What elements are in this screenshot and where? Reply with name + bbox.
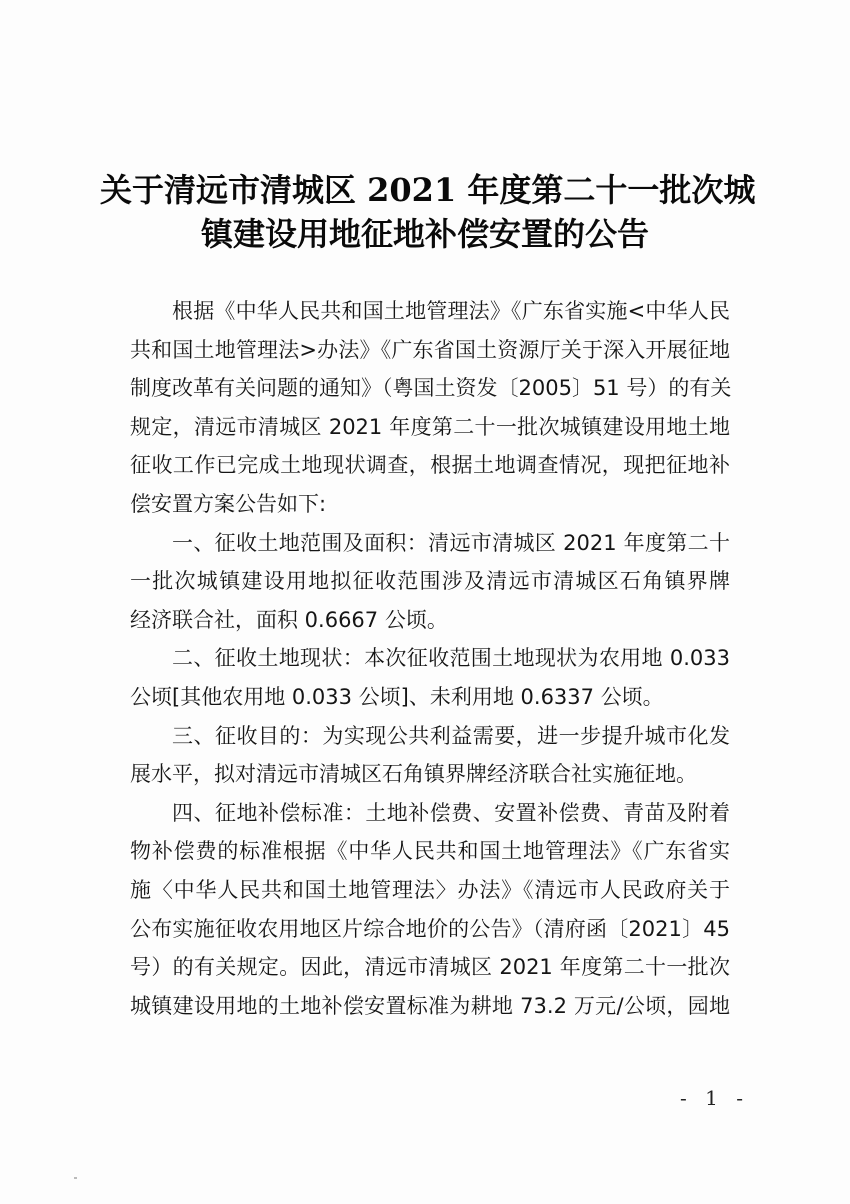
body-line: 三、征收目的：为实现公共利益需要，进一步提升城市化发 xyxy=(172,723,730,748)
body-line: 一、征收土地范围及面积：清远市清城区 2021 年度第二十 xyxy=(172,530,730,555)
body-line: 根据《中华人民共和国土地管理法》《广东省实施<中华人民 xyxy=(172,299,730,323)
page-number: - 1 - xyxy=(680,1086,749,1110)
body-line: 征收工作已完成土地现状调查，根据土地调查情况，现把征地补 xyxy=(130,453,730,478)
title-line-1: 关于清远市清城区 2021 年度第二十一批次城 xyxy=(100,171,756,209)
body-line: 共和国土地管理法>办法》《广东省国土资源厅关于深入开展征地 xyxy=(130,337,730,362)
body-line: 四、征地补偿标准：土地补偿费、安置补偿费、青苗及附着 xyxy=(172,800,730,825)
body-line: 经济联合社，面积 0.6667 公顷。 xyxy=(130,607,448,632)
body-line: 制度改革有关问题的通知》（粤国土资发〔2005〕51 号）的有关 xyxy=(130,376,732,401)
body-line: 规定，清远市清城区 2021 年度第二十一批次城镇建设用地土地 xyxy=(130,414,730,439)
scan-artifact xyxy=(74,1177,77,1179)
body-line: 展水平，拟对清远市清城区石角镇界牌经济联合社实施征地。 xyxy=(130,762,697,787)
document-body xyxy=(130,292,730,1025)
body-line: 公顷[其他农用地 0.033 公顷]、未利用地 0.6337 公顷。 xyxy=(130,684,664,709)
body-line: 一批次城镇建设用地拟征收范围涉及清远市清城区石角镇界牌 xyxy=(130,569,730,594)
body-line: 偿安置方案公告如下: xyxy=(130,491,327,516)
body-line: 公布实施征收农用地区片综合地价的公告》（清府函〔2021〕45 xyxy=(130,916,730,941)
body-line: 物补偿费的标准根据《中华人民共和国土地管理法》《广东省实 xyxy=(130,839,730,864)
document-title xyxy=(100,168,756,256)
title-line-2: 镇建设用地征地补偿安置的公告 xyxy=(200,215,649,253)
body-line: 施〈中华人民共和国土地管理法〉办法》《清远市人民政府关于 xyxy=(130,877,730,902)
body-line: 城镇建设用地的土地补偿安置标准为耕地 73.2 万元/公顷，园地 xyxy=(130,993,730,1018)
body-line: 号）的有关规定。因此，清远市清城区 2021 年度第二十一批次 xyxy=(130,955,730,980)
body-line: 二、征收土地现状：本次征收范围土地现状为农用地 0.033 xyxy=(172,646,730,671)
